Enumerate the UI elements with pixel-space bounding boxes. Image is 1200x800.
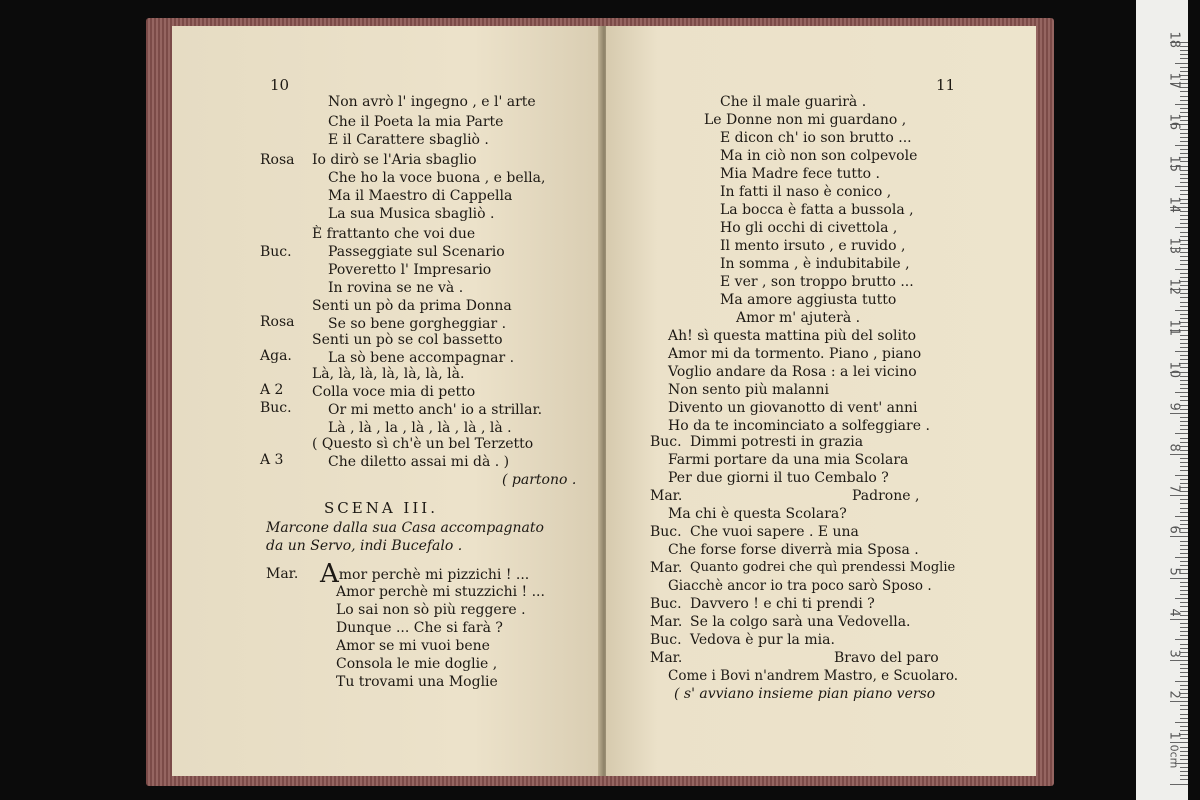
verse-line: La bocca è fatta a bussola ,: [720, 202, 914, 218]
ruler-tick: [1180, 149, 1188, 150]
speaker-label: Mar.: [266, 566, 299, 582]
verse-line: Senti un pò se col bassetto: [312, 332, 503, 348]
speaker-label: Buc.: [650, 632, 682, 648]
ruler-tick: [1180, 223, 1188, 224]
verse-line: Davvero ! e chi ti prendi ?: [690, 596, 875, 612]
ruler-tick: [1180, 232, 1188, 233]
verse-line: Tu trovami una Moglie: [336, 674, 498, 690]
ruler-tick: [1180, 194, 1188, 195]
ruler-label: 9: [1166, 402, 1182, 411]
verse-line: Là, là, là, là, là, là, là.: [312, 366, 465, 382]
verse-line: Divento un giovanotto di vent' anni: [668, 400, 918, 416]
ruler-tick: [1180, 400, 1188, 401]
ruler-tick: [1180, 302, 1188, 303]
verse-line: Amor perchè mi stuzzichi ! ...: [336, 584, 545, 600]
ruler-tick: [1180, 141, 1188, 142]
ruler-tick: [1175, 310, 1188, 311]
verse-line: Passeggiate sul Scenario: [328, 244, 505, 260]
ruler-tick: [1180, 644, 1188, 645]
verse-text: mor perchè mi pizzichi ! ...: [338, 567, 530, 583]
verse-line: Che il Poeta la mia Parte: [328, 114, 504, 130]
verse-line: Non sento più malanni: [668, 382, 829, 398]
speaker-label: Buc.: [260, 400, 292, 416]
ruler-tick: [1180, 602, 1188, 603]
speaker-label: Mar.: [650, 488, 683, 504]
ruler-label: 1: [1166, 731, 1182, 741]
ruler-tick: [1180, 182, 1188, 183]
ruler-tick: [1180, 685, 1188, 686]
ruler-tick: [1180, 355, 1188, 356]
verse-line: Colla voce mia di petto: [312, 384, 476, 400]
verse-line: Voglio andare da Rosa : a lei vicino: [668, 364, 917, 380]
verse-line: Dimmi potresti in grazia: [690, 434, 864, 450]
ruler-tick: [1175, 516, 1188, 517]
verse-line: E ver , son troppo brutto ...: [720, 274, 914, 290]
ruler-tick: [1180, 153, 1188, 154]
ruler-label: 7: [1166, 484, 1182, 493]
ruler-tick: [1180, 512, 1188, 513]
verse-line: Ho da te incominciato a solfeggiare .: [668, 418, 930, 434]
ruler-label: 18: [1166, 31, 1182, 49]
ruler-tick: [1180, 236, 1188, 237]
verse-line: Se so bene gorgheggiar .: [328, 316, 507, 332]
ruler-tick: [1180, 359, 1188, 360]
ruler-tick: [1180, 264, 1188, 265]
ruler-tick: [1180, 219, 1188, 220]
ruler-tick: [1175, 145, 1188, 146]
verse-line: La sò bene accompagnar .: [328, 350, 515, 366]
verse-line: Se la colgo sarà una Vedovella.: [690, 614, 911, 630]
ruler-tick: [1180, 343, 1188, 344]
scene-description: Marcone dalla sua Casa accompagnato: [266, 520, 544, 536]
verse-line: Padrone ,: [852, 488, 920, 504]
ruler-tick: [1180, 58, 1188, 59]
speaker-label: Rosa: [260, 152, 295, 168]
ruler-tick: [1180, 635, 1188, 636]
ruler-tick: [1180, 306, 1188, 307]
speaker-label: Mar.: [650, 560, 683, 576]
ruler-tick: [1180, 590, 1188, 591]
ruler-tick: [1180, 755, 1188, 756]
verse-line: Che il male guarirà .: [720, 94, 867, 110]
ruler-label: 2: [1166, 690, 1182, 699]
verse-line: Lo sai non sò più reggere .: [336, 602, 526, 618]
verse-line: Ah! sì questa mattina più del solito: [668, 328, 917, 344]
left-page: [172, 26, 602, 776]
ruler-label: 17: [1166, 72, 1182, 90]
verse-line: Or mi metto anch' io a strillar.: [328, 402, 543, 418]
speaker-label: Buc.: [650, 434, 682, 450]
ruler-tick: [1180, 314, 1188, 315]
ruler-unit: 0cm: [1167, 744, 1181, 769]
verse-line: Ma il Maestro di Cappella: [328, 188, 513, 204]
ruler-tick: [1180, 520, 1188, 521]
verse-line: Ma chi è questa Scolara?: [668, 506, 847, 522]
ruler-tick: [1175, 392, 1188, 393]
ruler-tick: [1180, 96, 1188, 97]
ruler-tick: [1180, 767, 1188, 768]
verse-line: Che forse forse diverrà mia Sposa .: [668, 542, 919, 558]
ruler-tick: [1175, 598, 1188, 599]
ruler-tick: [1180, 273, 1188, 274]
ruler-tick: [1180, 561, 1188, 562]
ruler-label: 5: [1166, 567, 1182, 576]
speaker-label: A 2: [260, 382, 284, 398]
ruler-tick: [1180, 438, 1188, 439]
ruler-tick: [1180, 479, 1188, 480]
ruler-tick: [1175, 351, 1188, 352]
speaker-label: Buc.: [650, 596, 682, 612]
ruler-tick: [1180, 388, 1188, 389]
ruler-label: 13: [1166, 237, 1182, 255]
verse-line: Vedova è pur la mia.: [690, 632, 835, 648]
verse-line: Che ho la voce buona , e bella,: [328, 170, 546, 186]
ruler-tick: [1180, 676, 1188, 677]
ruler-label: 14: [1166, 196, 1182, 213]
ruler-label: 11: [1166, 319, 1182, 337]
verse-line: La sua Musica sbagliò .: [328, 206, 495, 222]
verse-line: Che vuoi sapere . E una: [690, 524, 859, 540]
verse-line: In rovina se ne và .: [328, 280, 464, 296]
page-number: 10: [270, 76, 290, 94]
scene-title: SCENA III.: [324, 499, 438, 517]
ruler-tick: [1180, 726, 1188, 727]
speaker-label: Mar.: [650, 614, 683, 630]
verse-line: Poveretto l' Impresario: [328, 262, 492, 278]
ruler-tick: [1180, 425, 1188, 426]
verse-line: Bravo del paro: [834, 650, 939, 666]
ruler-tick: [1180, 759, 1188, 760]
ruler-tick: [1180, 606, 1188, 607]
ruler-label: 16: [1166, 113, 1182, 131]
ruler-tick: [1180, 549, 1188, 550]
verse-line: Ma amore aggiusta tutto: [720, 292, 897, 308]
ruler-tick: [1170, 784, 1188, 785]
ruler-label: 15: [1166, 155, 1182, 172]
page-number: 11: [936, 76, 956, 94]
ruler-tick: [1180, 137, 1188, 138]
ruler-label: 10: [1166, 361, 1182, 378]
scene-description: da un Servo, indi Bucefalo .: [266, 538, 463, 554]
ruler-tick: [1180, 565, 1188, 566]
ruler-tick: [1175, 475, 1188, 476]
verse-line: Amor m' ajuterà .: [736, 310, 861, 326]
verse-line: E il Carattere sbagliò .: [328, 132, 489, 148]
ruler-tick: [1180, 779, 1188, 780]
verse-line: Consola le mie doglie ,: [336, 656, 498, 672]
verse-line: Non avrò l' ingegno , e l' arte: [328, 94, 536, 110]
ruler-tick: [1175, 186, 1188, 187]
stage-direction: ( partono .: [502, 472, 577, 488]
verse-line: Che diletto assai mi dà . ): [328, 454, 510, 470]
verse-line: Il mento irsuto , e ruvido ,: [720, 238, 906, 254]
ruler-tick: [1180, 396, 1188, 397]
ruler-tick: [1175, 557, 1188, 558]
ruler-tick: [1180, 100, 1188, 101]
ruler-tick: [1180, 631, 1188, 632]
verse-line: Le Donne non mi guardano ,: [704, 112, 907, 128]
ruler-tick: [1180, 190, 1188, 191]
ruler-tick: [1180, 108, 1188, 109]
ruler-label: 8: [1166, 443, 1182, 452]
verse-line: Ho gli occhi di civettola ,: [720, 220, 898, 236]
ruler-tick: [1180, 771, 1188, 772]
verse-line: Mia Madre fece tutto .: [720, 166, 880, 182]
verse-line: E dicon ch' io son brutto ...: [720, 130, 912, 146]
ruler-label: 3: [1166, 649, 1182, 658]
verse-line: Amor se mi vuoi bene: [336, 638, 490, 654]
ruler-tick: [1180, 429, 1188, 430]
speaker-label: Buc.: [650, 524, 682, 540]
ruler-tick: [1180, 672, 1188, 673]
ruler-label: 12: [1166, 278, 1182, 296]
ruler-tick: [1175, 681, 1188, 682]
ruler-tick: [1180, 442, 1188, 443]
speaker-label: Buc.: [260, 244, 292, 260]
ruler-tick: [1180, 54, 1188, 55]
verse-line: Là , là , la , là , là , là , là .: [328, 420, 512, 436]
verse-line: In somma , è indubitabile ,: [720, 256, 910, 272]
verse-line: Quanto godrei che quì prendessi Moglie: [690, 560, 956, 575]
ruler-tick: [1180, 67, 1188, 68]
verse-line: ( Questo sì ch'è un bel Terzetto: [312, 436, 534, 452]
ruler-tick: [1180, 384, 1188, 385]
ruler-tick: [1180, 648, 1188, 649]
ruler-tick: [1180, 714, 1188, 715]
verse-line: Io dirò se l'Aria sbaglio: [312, 152, 477, 168]
ruler-tick: [1180, 594, 1188, 595]
verse-line: [320, 559, 530, 589]
verse-line: Per due giorni il tuo Cembalo ?: [668, 470, 889, 486]
speaker-label: Mar.: [650, 650, 683, 666]
ruler-tick: [1175, 269, 1188, 270]
ruler-tick: [1180, 178, 1188, 179]
speaker-label: A 3: [260, 452, 284, 468]
ruler-label: 6: [1166, 525, 1182, 535]
drop-cap: A: [320, 559, 339, 589]
ruler-tick: [1180, 260, 1188, 261]
speaker-label: Aga.: [260, 348, 292, 364]
measuring-ruler: [1136, 0, 1188, 800]
right-page: [606, 26, 1036, 776]
ruler-tick: [1175, 63, 1188, 64]
verse-line: Farmi portare da una mia Scolara: [668, 452, 909, 468]
ruler-tick: [1180, 718, 1188, 719]
verse-line: Dunque ... Che si farà ?: [336, 620, 503, 636]
verse-line: In fatti il naso è conico ,: [720, 184, 892, 200]
ruler-tick: [1175, 639, 1188, 640]
ruler-tick: [1180, 347, 1188, 348]
ruler-tick: [1180, 553, 1188, 554]
ruler-tick: [1175, 722, 1188, 723]
verse-line: Come i Bovi n'andrem Mastro, e Scuolaro.: [668, 668, 959, 684]
verse-line: Amor mi da tormento. Piano , piano: [668, 346, 922, 362]
ruler-tick: [1180, 466, 1188, 467]
verse-line: Senti un pò da prima Donna: [312, 298, 512, 314]
ruler-tick: [1180, 775, 1188, 776]
ruler-tick: [1180, 508, 1188, 509]
ruler-tick: [1180, 470, 1188, 471]
verse-line: Giacchè ancor io tra poco sarò Sposo .: [668, 578, 932, 594]
verse-line: Ma in ciò non son colpevole: [720, 148, 918, 164]
ruler-tick: [1175, 104, 1188, 105]
ruler-tick: [1175, 433, 1188, 434]
ruler-label: 4: [1166, 608, 1182, 617]
verse-line: È frattanto che voi due: [312, 226, 476, 242]
speaker-label: Rosa: [260, 314, 295, 330]
stage-direction: ( s' avviano insieme pian piano verso: [674, 686, 936, 702]
ruler-tick: [1175, 227, 1188, 228]
